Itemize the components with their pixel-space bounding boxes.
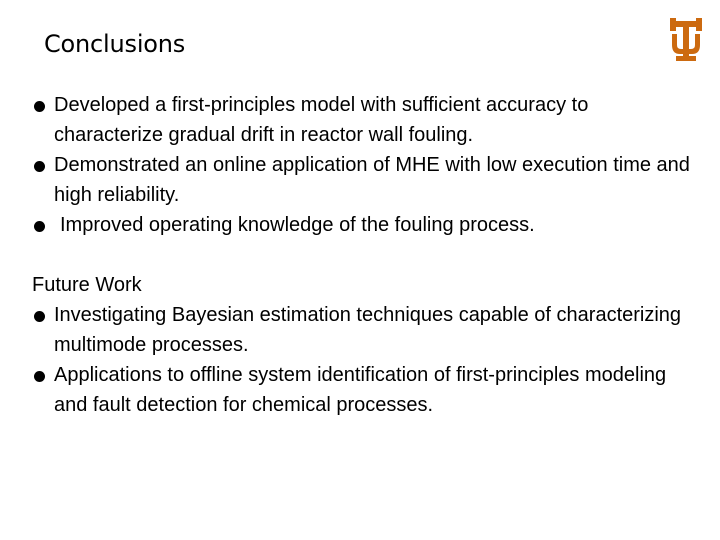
bullet-dot-icon (34, 221, 45, 232)
longhorn-ut-logo-icon (668, 16, 704, 64)
bullet-dot-icon (34, 371, 45, 382)
bullet-dot-icon (34, 101, 45, 112)
future-work-item (32, 300, 702, 360)
future-work-text: Investigating Bayesian estimation techniques capable of characterizing multimode processes. (54, 304, 682, 356)
future-work-text: Applications to offline system identification of first-principles modeling and fault detection for chemical processes. (54, 364, 667, 416)
section-spacer (32, 240, 702, 270)
conclusion-text: Demonstrated an online application of MHE with low execution time and high reliability. (54, 154, 690, 206)
slide-content (32, 90, 702, 420)
future-work-heading: Future Work (32, 274, 142, 296)
bullet-dot-icon (34, 161, 45, 172)
conclusion-text: Improved operating knowledge of the fouling process. (60, 214, 535, 236)
conclusion-item (32, 90, 702, 150)
slide-title: Conclusions (44, 30, 186, 58)
conclusion-item (32, 150, 702, 210)
conclusion-item (32, 210, 702, 240)
future-work-item (32, 360, 702, 420)
bullet-dot-icon (34, 311, 45, 322)
conclusion-text: Developed a first-principles model with sufficient accuracy to characterize gradual drift in reactor wall fouling. (54, 94, 589, 146)
